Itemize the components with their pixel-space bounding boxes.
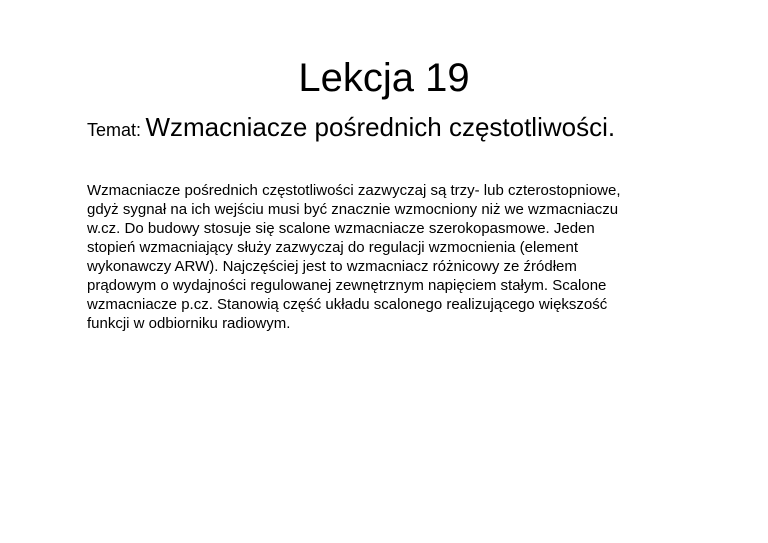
body-line: funkcji w odbiorniku radiowym. — [87, 315, 291, 332]
body-line: stopień wzmacniający służy zazwyczaj do regulacji wzmocnienia (element — [87, 239, 579, 256]
body-line: Wzmacniacze pośrednich częstotliwości zazwyczaj są trzy- lub czterostopniowe, — [87, 182, 621, 199]
body-line: gdyż sygnał na ich wejściu musi być znacznie wzmocniony niż we wzmacniaczu — [87, 201, 619, 218]
lesson-title: Lekcja 19 — [298, 56, 470, 100]
body-line: prądowym o wydajności regulowanej zewnętrznym napięciem stałym. Scalone — [87, 277, 607, 294]
subject-label: Temat: — [87, 120, 142, 140]
lesson-subject — [87, 112, 727, 143]
body-line: wzmacniacze p.cz. Stanowią część układu scalonego realizującego większość — [87, 296, 608, 313]
body-line: w.cz. Do budowy stosuje się scalone wzmacniacze szerokopasmowe. Jeden — [87, 220, 595, 237]
subject-text: Wzmacniacze pośrednich częstotliwości. — [145, 112, 616, 142]
body-line: wykonawczy ARW). Najczęściej jest to wzmacniacz różnicowy ze źródłem — [87, 258, 577, 275]
lesson-body — [87, 181, 687, 333]
